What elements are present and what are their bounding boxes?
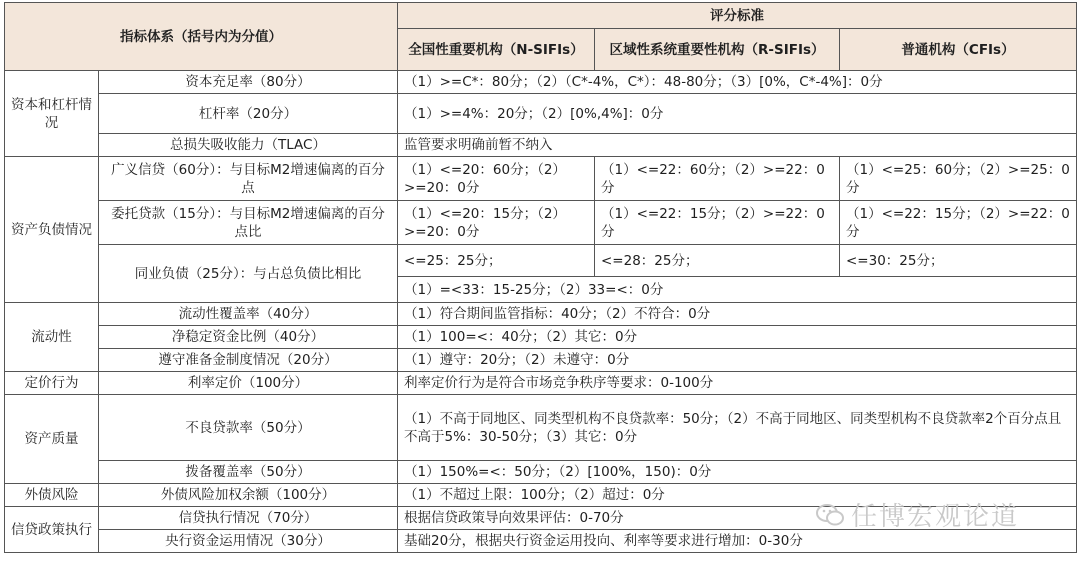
criteria-car: （1）>=C*：80分；（2）（C*-4%，C*）：48-80分；（3）[0%，C*-4%]：0分: [398, 71, 1077, 94]
indicator-entrusted-loans: 委托贷款（15分）：与目标M2增速偏离的百分点比: [99, 201, 398, 245]
indicator-leverage: 杠杆率（20分）: [99, 94, 398, 134]
criteria-npl: （1）不高于同地区、同类型机构不良贷款率：50分；（2）不高于同地区、同类型机构不良贷款率2个百分点且不高于5%：30-50分；（3）其它：0分: [398, 395, 1077, 461]
criteria-lcr: （1）符合期间监管指标：40分；（2）不符合：0分: [398, 303, 1077, 326]
criteria-broad-credit-cfi: （1）<=25：60分；（2）>=25：0分: [840, 157, 1077, 201]
criteria-nsfr: （1）100=<：40分；（2）其它：0分: [398, 326, 1077, 349]
criteria-provision-coverage: （1）150%=<：50分；（2）[100%，150)：0分: [398, 461, 1077, 484]
header-nsifi: 全国性重要机构（N-SIFIs）: [398, 29, 595, 71]
indicator-nsfr: 净稳定资金比例（40分）: [99, 326, 398, 349]
criteria-interbank-cfi: <=30：25分；: [840, 245, 1077, 277]
header-scoring: 评分标准: [398, 3, 1077, 29]
criteria-interbank-all: （1）=<33：15-25分；（2）33=<：0分: [398, 277, 1077, 303]
criteria-reserve-requirement: （1）遵守：20分；（2）未遵守：0分: [398, 349, 1077, 372]
indicator-tlac: 总损失吸收能力（TLAC）: [99, 134, 398, 157]
group-liquidity: 流动性: [5, 303, 99, 372]
indicator-fx-debt: 外债风险加权余额（100分）: [99, 484, 398, 507]
criteria-entrusted-cfi: （1）<=22：15分；（2）>=22：0分: [840, 201, 1077, 245]
indicator-central-bank-funds: 央行资金运用情况（30分）: [99, 530, 398, 553]
criteria-leverage: （1）>=4%：20分；（2）[0%,4%]：0分: [398, 94, 1077, 134]
indicator-credit-execution: 信贷执行情况（70分）: [99, 507, 398, 530]
criteria-interbank-nsifi: <=25：25分；: [398, 245, 595, 277]
group-capital: 资本和杠杆情况: [5, 71, 99, 157]
criteria-tlac: 监管要求明确前暂不纳入: [398, 134, 1077, 157]
macroprudential-assessment-table: [4, 2, 1077, 553]
indicator-interbank-liabilities: 同业负债（25分）：与占总负债比相比: [99, 245, 398, 303]
watermark-text: 任博宏观论道: [851, 502, 1020, 532]
indicator-npl: 不良贷款率（50分）: [99, 395, 398, 461]
criteria-credit-execution: 根据信贷政策导向效果评估：0-70分: [398, 507, 1077, 530]
group-pricing: 定价行为: [5, 372, 99, 395]
criteria-interbank-rsifi: <=28：25分；: [595, 245, 840, 277]
header-rsifi: 区域性系统重要性机构（R-SIFIs）: [595, 29, 840, 71]
group-assets-liabilities: 资产负债情况: [5, 157, 99, 303]
criteria-entrusted-nsifi: （1）<=20：15分；（2）>=20：0分: [398, 201, 595, 245]
indicator-provision-coverage: 拨备覆盖率（50分）: [99, 461, 398, 484]
indicator-reserve-requirement: 遵守准备金制度情况（20分）: [99, 349, 398, 372]
header-cfi: 普通机构（CFIs）: [840, 29, 1077, 71]
criteria-fx-debt: （1）不超过上限：100分；（2）超过：0分: [398, 484, 1077, 507]
criteria-broad-credit-rsifi: （1）<=22：60分；（2）>=22：0分: [595, 157, 840, 201]
criteria-broad-credit-nsifi: （1）<=20：60分；（2）>=20：0分: [398, 157, 595, 201]
header-index-system: 指标体系（括号内为分值）: [5, 3, 398, 71]
group-asset-quality: 资产质量: [5, 395, 99, 484]
indicator-lcr: 流动性覆盖率（40分）: [99, 303, 398, 326]
criteria-rate-pricing: 利率定价行为是符合市场竞争秩序等要求：0-100分: [398, 372, 1077, 395]
indicator-rate-pricing: 利率定价（100分）: [99, 372, 398, 395]
criteria-entrusted-rsifi: （1）<=22：15分；（2）>=22：0分: [595, 201, 840, 245]
group-credit-policy: 信贷政策执行: [5, 507, 99, 553]
indicator-broad-credit: 广义信贷（60分）：与目标M2增速偏离的百分点: [99, 157, 398, 201]
indicator-car: 资本充足率（80分）: [99, 71, 398, 94]
group-fx-debt: 外债风险: [5, 484, 99, 507]
criteria-central-bank-funds: 基础20分，根据央行资金运用投向、利率等要求进行增加：0-30分: [398, 530, 1077, 553]
